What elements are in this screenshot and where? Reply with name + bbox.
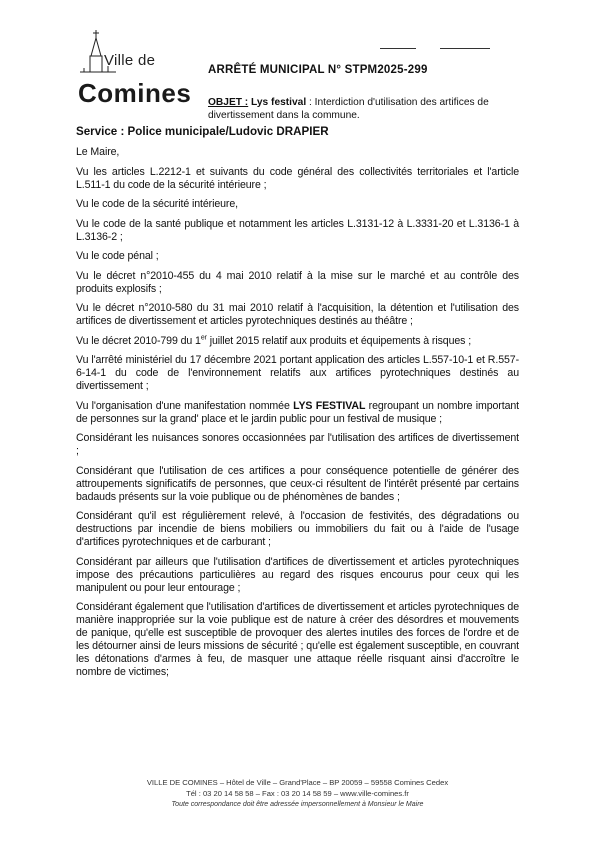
paragraph-text: Vu le décret 2010-799 du 1 xyxy=(76,334,201,347)
page-footer xyxy=(0,777,595,810)
paragraph-vu: Vu le décret n°2010-580 du 31 mai 2010 relatif à l'acquisition, la détention et l'utilisation des artifices de divertissement et articles pyrotechniques destinés au théâtre ; xyxy=(76,302,519,327)
paragraph-considerant: Considérant les nuisances sonores occasionnées par l'utilisation des artifices de divertissement ; xyxy=(76,432,519,457)
paragraph-considerant: Considérant également que l'utilisation d'artifices de divertissement et articles pyrotechniques de manière inappropriée sur la voie publique est de nature à créer des désordres et mouvements de panique, qu'elle est susceptible de provoquer des alertes inutiles des forces de l'ordre et de les détourner ainsi de leurs missions de sécurité ; qu'elle est également susceptible, en couvrant les détonations d'armes à feu, de masquer une attaque réelle risquant ainsi d'accroître le nombre de victimes; xyxy=(76,601,519,678)
paragraph-maire: Le Maire, xyxy=(76,146,120,158)
paragraph-vu: Vu l'arrêté ministériel du 17 décembre 2021 portant application des articles L.557-10-1 et R.557-6-14-1 du code de l'environnement relatifs aux artifices pyrotechniques destinés au divertissement ; xyxy=(76,354,519,392)
city-logo xyxy=(76,26,192,106)
objet-label: OBJET : xyxy=(208,97,249,108)
objet-description: : Interdiction d'utilisation des artifices de divertissement dans la commune. xyxy=(208,97,489,121)
paragraph-vu: Vu le décret n°2010-455 du 4 mai 2010 relatif à la mise sur le marché et au contrôle des produits explosifs ; xyxy=(76,269,519,295)
footer-address: VILLE DE COMINES – Hôtel de Ville – Grand'Place – BP 20059 – 59558 Comines Cedex xyxy=(146,778,449,787)
footer-contact: Tél : 03 20 14 58 58 – Fax : 03 20 14 58 59 – www.ville-comines.fr xyxy=(186,789,409,798)
objet-block xyxy=(208,96,508,122)
logo-text-ville: Ville de xyxy=(104,52,156,69)
paragraph-considerant: Considérant par ailleurs que l'utilisation d'artifices de divertissement et articles pyrotechniques impose des précautions particulières au regard des risques encourus pour ceux qui les manipulent ou pour leur entourage ; xyxy=(76,555,519,594)
event-name: LYS FESTIVAL xyxy=(293,399,366,412)
paragraph-vu: Vu le code de la sécurité intérieure, xyxy=(76,198,238,210)
paragraph-vu xyxy=(76,335,519,348)
paragraph-vu: Vu les articles L.2212-1 et suivants du code général des collectivités territoriales et l'article L.511-1 du code de la sécurité intérieure ; xyxy=(76,165,519,191)
paragraph-considerant: Considérant que l'utilisation de ces artifices a pour conséquence potentielle de générer des attroupements significatifs de personnes, que ceux-ci résultent de l'intérêt présenté par certains badauds présents sur la voie publique ou de phénomènes de bandes ; xyxy=(76,464,519,503)
logo-text-comines: Comines xyxy=(78,78,192,108)
paragraph-text: regroupant un nombre important de personnes sur la grand' place et le jardin public pour un festival de musique ; xyxy=(76,399,519,425)
page-title: ARRÊTÉ MUNICIPAL N° STPM2025-299 xyxy=(208,64,428,76)
paragraph-vu: Vu le code pénal ; xyxy=(76,250,159,262)
paragraph-considerant: Considérant qu'il est régulièrement relevé, à l'occasion de festivités, des dégradations ou destructions par incendie de biens mobiliers ou immobiliers du fait ou à l'aide de l'usage d'artifices pyrotechniques et de carburant ; xyxy=(76,510,519,548)
document-body xyxy=(76,146,519,686)
objet-subject: Lys festival xyxy=(251,97,307,108)
superscript: er xyxy=(200,333,207,341)
footer-note: Toute correspondance doit être adressée impersonnellement à Monsieur le Maire xyxy=(171,801,424,808)
signature-stroke xyxy=(440,48,490,49)
paragraph-text: juillet 2015 relatif aux produits et équipements à risques ; xyxy=(206,334,472,347)
paragraph-vu xyxy=(76,400,519,426)
paragraph-vu: Vu le code de la santé publique et notamment les articles L.3131-12 à L.3331-20 et L.3136-1 à L.3136-2 ; xyxy=(76,217,519,243)
signature-stroke xyxy=(380,48,416,49)
service-line: Service : Police municipale/Ludovic DRAPIER xyxy=(76,125,329,138)
paragraph-text: Vu l'organisation d'une manifestation nommée xyxy=(76,399,294,412)
